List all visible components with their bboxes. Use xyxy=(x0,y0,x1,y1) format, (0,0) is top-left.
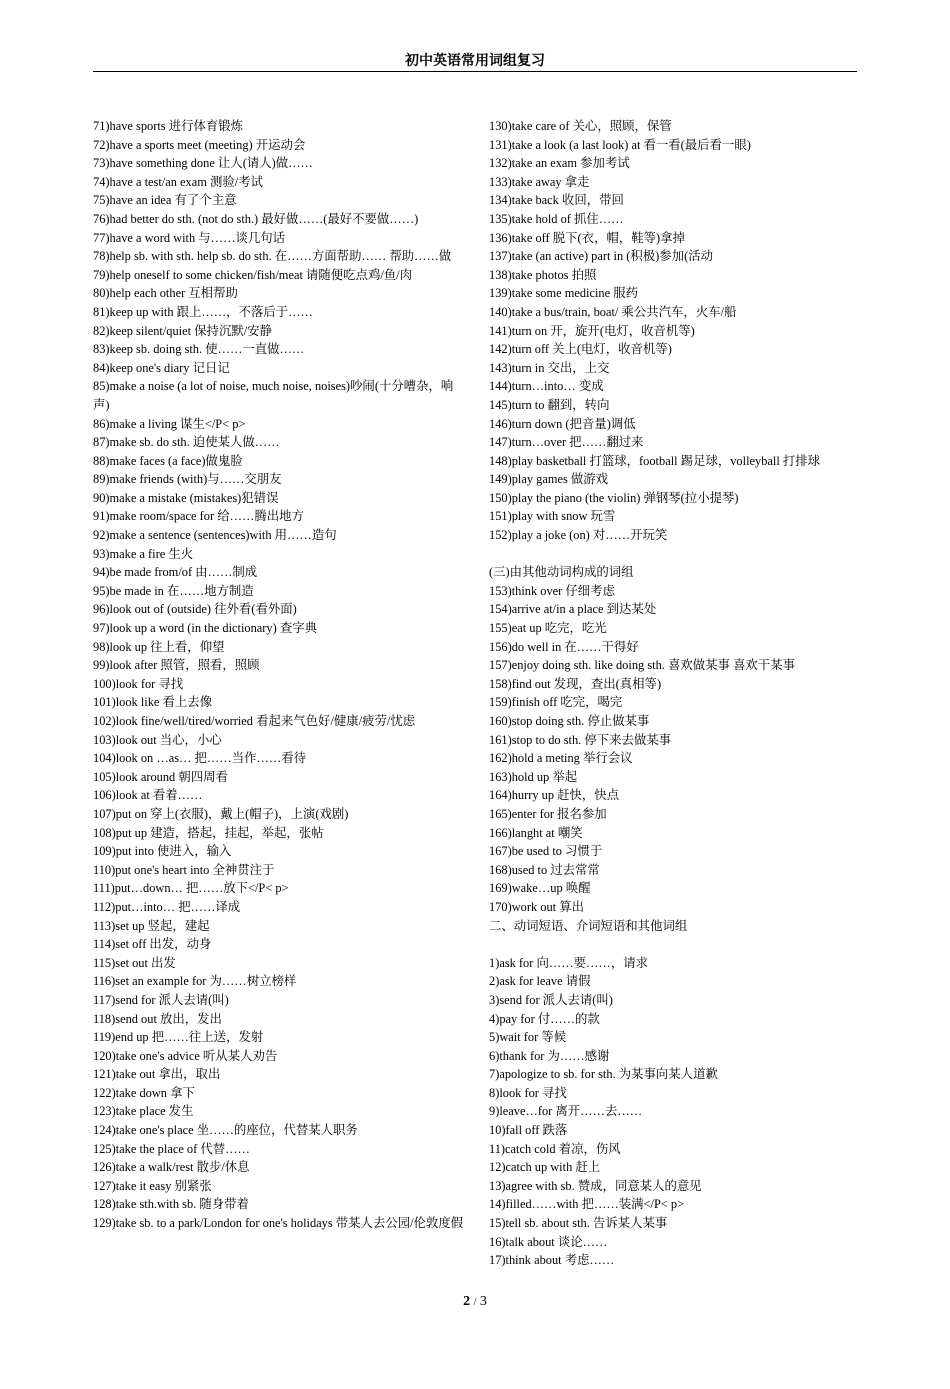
vocab-entry: 156)do well in 在……干得好 xyxy=(489,639,639,654)
vocab-entry: 1)ask for 向……要……，请求 xyxy=(489,955,648,970)
vocab-entry: 92)make a sentence (sentences)with 用……造句 xyxy=(93,528,337,543)
vocab-entry: 79)help oneself to some chicken/fish/meat 请随便吃点鸡/鱼/肉 xyxy=(93,267,412,282)
vocab-entry: 110)put one's heart into 全神贯注于 xyxy=(93,862,275,877)
vocab-entry: 108)put up 建造，搭起，挂起，举起，张帖 xyxy=(93,825,324,840)
vocab-entry: 7)apologize to sb. for sth. 为某事向某人道歉 xyxy=(489,1067,718,1082)
page-footer xyxy=(0,1294,950,1310)
vocab-entry: 97)look up a word (in the dictionary) 查字典 xyxy=(93,621,318,636)
vocab-entry: 133)take away 拿走 xyxy=(489,174,590,189)
vocab-entry: 116)set an example for 为……树立榜样 xyxy=(93,974,297,989)
vocab-entry: 138)take photos 拍照 xyxy=(489,267,597,282)
vocab-entry: 141)turn on 开，旋开(电灯，收音机等) xyxy=(489,323,695,338)
vocab-entry: 151)play with snow 玩雪 xyxy=(489,509,616,524)
vocab-entry: 10)fall off 跌落 xyxy=(489,1123,568,1138)
vocab-entry: 3)send for 派人去请(叫) xyxy=(489,992,613,1007)
vocab-entry: 88)make faces (a face)做鬼脸 xyxy=(93,453,243,468)
vocab-entry: 6)thank for 为……感谢 xyxy=(489,1048,610,1063)
vocab-entry: 152)play a joke (on) 对……开玩笑 xyxy=(489,528,668,543)
vocab-entry: 87)make sb. do sth. 迫使某人做…… xyxy=(93,435,280,450)
vocab-entry: 83)keep sb. doing sth. 使……一直做…… xyxy=(93,342,305,357)
blank-line xyxy=(489,935,861,954)
page-title: 初中英语常用词组复习 xyxy=(405,53,545,69)
vocab-entry: 13)agree with sb. 赞成，同意某人的意见 xyxy=(489,1178,702,1193)
vocab-entry: 95)be made in 在……地方制造 xyxy=(93,583,254,598)
vocab-entry: 109)put into 使进入，输入 xyxy=(93,844,232,859)
vocab-entry: 167)be used to 习惯于 xyxy=(489,844,603,859)
blank-line xyxy=(489,545,861,564)
vocab-entry: 96)look out of (outside) 往外看(看外面) xyxy=(93,602,297,617)
vocab-entry: 74)have a test/an exam 测验/考试 xyxy=(93,174,263,189)
total-pages: 3 xyxy=(479,1294,487,1309)
vocab-entry: 166)langht at 嘲笑 xyxy=(489,825,583,840)
vocab-entry: 121)take out 拿出，取出 xyxy=(93,1067,221,1082)
vocab-entry: 11)catch cold 着凉，伤风 xyxy=(489,1141,621,1156)
vocab-entry: 5)wait for 等候 xyxy=(489,1030,567,1045)
vocab-entry: 154)arrive at/in a place 到达某处 xyxy=(489,602,657,617)
current-page-number: 2 xyxy=(463,1294,471,1309)
vocab-entry: 147)turn…over 把……翻过来 xyxy=(489,435,644,450)
vocab-entry: 143)turn in 交出，上交 xyxy=(489,360,610,375)
vocab-entry: 75)have an idea 有了个主意 xyxy=(93,193,237,208)
vocab-entry: 124)take one's place 坐……的座位，代替某人职务 xyxy=(93,1123,358,1138)
vocab-entry: 161)stop to do sth. 停下来去做某事 xyxy=(489,732,672,747)
vocab-entry: 118)send out 放出，发出 xyxy=(93,1011,222,1026)
right-column xyxy=(489,117,861,1270)
vocab-entry: 12)catch up with 赶上 xyxy=(489,1160,601,1175)
vocab-entry: 149)play games 做游戏 xyxy=(489,472,609,487)
vocab-entry: 80)help each other 互相帮助 xyxy=(93,286,238,301)
vocab-entry: 113)set up 竖起，建起 xyxy=(93,918,210,933)
vocab-entry: 15)tell sb. about sth. 告诉某人某事 xyxy=(489,1216,668,1231)
vocab-entry: 91)make room/space for 给……腾出地方 xyxy=(93,509,304,524)
vocab-entry: 8)look for 寻找 xyxy=(489,1085,567,1100)
vocab-entry: 125)take the place of 代替…… xyxy=(93,1141,250,1156)
vocab-entry: 82)keep silent/quiet 保持沉默/安静 xyxy=(93,323,272,338)
vocab-entry: 120)take one's advice 听从某人劝告 xyxy=(93,1048,278,1063)
vocab-entry: 129)take sb. to a park/London for one's holidays 带某人去公园/伦敦度假 xyxy=(93,1216,464,1231)
vocab-entry: 77)have a word with 与……谈几句话 xyxy=(93,230,286,245)
vocab-entry: 169)wake…up 唤醒 xyxy=(489,881,591,896)
vocab-entry: 81)keep up with 跟上……，不落后于…… xyxy=(93,304,313,319)
vocab-entry: 103)look out 当心，小心 xyxy=(93,732,222,747)
vocab-entry: 14)filled……with 把……装满</P< p> xyxy=(489,1197,685,1212)
vocab-entry: 162)hold a meting 举行会议 xyxy=(489,751,633,766)
vocab-entry: 119)end up 把……往上送，发射 xyxy=(93,1030,264,1045)
vocab-entry: 134)take back 收回，带回 xyxy=(489,193,624,208)
vocab-entry: 76)had better do sth. (not do sth.) 最好做……(最好不要做……) xyxy=(93,211,419,226)
page-separator: / xyxy=(473,1297,477,1308)
vocab-entry: 78)help sb. with sth. help sb. do sth. 在……方面帮助…… 帮助……做 xyxy=(93,249,452,264)
vocab-entry: 二、动词短语、介词短语和其他词组 xyxy=(489,918,688,933)
vocab-entry: 9)leave…for 离开……去…… xyxy=(489,1104,643,1119)
vocab-entry: 148)play basketball 打篮球，football 踢足球，volleyball 打排球 xyxy=(489,453,821,468)
vocab-entry: 85)make a noise (a lot of noise, much noise, noises)吵闹(十分嘈杂，响声) xyxy=(93,379,454,412)
vocab-entry: 71)have sports 进行体育锻炼 xyxy=(93,119,244,133)
vocab-entry: 170)work out 算出 xyxy=(489,899,584,914)
vocab-entry: 139)take some medicine 服药 xyxy=(489,286,638,301)
vocab-entry: 106)look at 看着…… xyxy=(93,788,203,803)
vocab-entry: 102)look fine/well/tired/worried 看起来气色好/健康/疲劳/忧虑 xyxy=(93,714,416,728)
vocab-entry: 111)put…down… 把……放下</P< p> xyxy=(93,881,289,896)
vocab-entry: 86)make a living 谋生</P< p> xyxy=(93,416,246,431)
vocab-entry: (三)由其他动词构成的词组 xyxy=(489,565,634,580)
vocab-entry: 84)keep one's diary 记日记 xyxy=(93,360,230,375)
vocab-entry: 168)used to 过去常常 xyxy=(489,862,600,877)
vocab-entry: 2)ask for leave 请假 xyxy=(489,974,591,989)
vocab-entry: 98)look up 往上看，仰望 xyxy=(93,639,225,654)
vocab-entry: 17)think about 考虑…… xyxy=(489,1253,615,1268)
vocab-entry: 146)turn down (把音量)调低 xyxy=(489,416,636,431)
vocab-entry: 160)stop doing sth. 停止做某事 xyxy=(489,714,650,728)
vocab-entry: 150)play the piano (the violin) 弹钢琴(拉小提琴) xyxy=(489,490,739,505)
vocab-entry: 16)talk about 谈论…… xyxy=(489,1234,608,1249)
vocab-entry: 142)turn off 关上(电灯，收音机等) xyxy=(489,342,672,357)
vocab-entry: 107)put on 穿上(衣服)，戴上(帽子)，上演(戏剧) xyxy=(93,806,349,821)
vocab-entry: 115)set out 出发 xyxy=(93,955,176,970)
vocab-entry: 126)take a walk/rest 散步/休息 xyxy=(93,1160,250,1175)
vocab-entry: 90)make a mistake (mistakes)犯错误 xyxy=(93,490,279,505)
vocab-entry: 131)take a look (a last look) at 看一看(最后看一眼) xyxy=(489,137,751,152)
vocab-entry: 72)have a sports meet (meeting) 开运动会 xyxy=(93,137,306,152)
vocab-entry: 122)take down 拿下 xyxy=(93,1085,195,1100)
vocab-entry: 114)set off 出发，动身 xyxy=(93,937,212,952)
vocab-entry: 73)have something done 让人(请人)做…… xyxy=(93,156,313,171)
vocab-entry: 99)look after 照管，照看，照顾 xyxy=(93,658,260,673)
vocab-entry: 104)look on …as… 把……当作……看待 xyxy=(93,751,307,766)
vocab-entry: 157)enjoy doing sth. like doing sth. 喜欢做某事 喜欢干某事 xyxy=(489,658,795,673)
header-divider xyxy=(93,71,857,72)
vocab-entry: 123)take place 发生 xyxy=(93,1104,194,1119)
vocab-entry: 137)take (an active) part in (积极)参加(活动 xyxy=(489,249,713,264)
vocab-entry: 89)make friends (with)与……交朋友 xyxy=(93,472,282,487)
vocab-entry: 153)think over 仔细考虑 xyxy=(489,583,615,598)
vocab-entry: 163)hold up 举起 xyxy=(489,769,578,784)
vocab-entry: 145)turn to 翻到，转向 xyxy=(489,397,610,412)
vocab-entry: 117)send for 派人去请(叫) xyxy=(93,992,229,1007)
vocab-entry: 105)look around 朝四周看 xyxy=(93,769,228,784)
vocab-entry: 135)take hold of 抓住…… xyxy=(489,211,624,226)
vocab-entry: 155)eat up 吃完，吃光 xyxy=(489,621,607,636)
vocab-entry: 164)hurry up 赶快，快点 xyxy=(489,788,620,803)
vocab-entry: 128)take sth.with sb. 随身带着 xyxy=(93,1197,249,1212)
vocab-entry: 101)look like 看上去像 xyxy=(93,695,213,710)
vocab-entry: 100)look for 寻找 xyxy=(93,676,184,691)
vocab-entry: 140)take a bus/train, boat/ 乘公共汽车，火车/船 xyxy=(489,304,737,319)
vocab-entry: 93)make a fire 生火 xyxy=(93,546,194,561)
vocab-entry: 158)find out 发现，查出(真相等) xyxy=(489,676,662,691)
vocab-entry: 94)be made from/of 由……制成 xyxy=(93,565,258,580)
vocab-entry: 132)take an exam 参加考试 xyxy=(489,156,630,171)
vocab-entry: 144)turn…into… 变成 xyxy=(489,379,604,394)
vocab-entry: 112)put…into… 把……译成 xyxy=(93,899,241,914)
left-column xyxy=(93,117,468,1233)
vocab-entry: 165)enter for 报名参加 xyxy=(489,806,607,821)
vocab-entry: 4)pay for 付……的款 xyxy=(489,1011,600,1026)
vocab-entry: 127)take it easy 别紧张 xyxy=(93,1178,212,1193)
vocab-entry: 136)take off 脱下(衣，帽，鞋等)拿掉 xyxy=(489,230,685,245)
vocab-entry: 159)finish off 吃完，喝完 xyxy=(489,695,623,710)
vocab-entry: 130)take care of 关心，照顾，保管 xyxy=(489,119,672,133)
